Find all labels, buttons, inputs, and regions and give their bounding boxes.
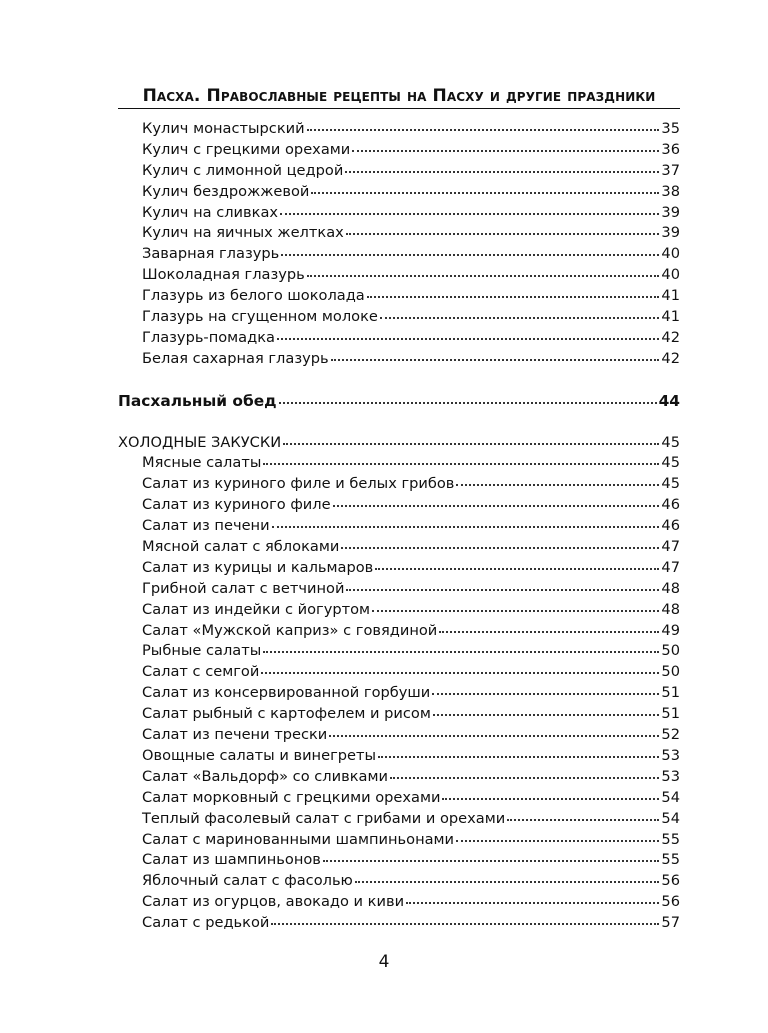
toc-entry-page: 40	[661, 266, 680, 284]
toc-entry-title: Белая сахарная глазурь	[142, 349, 329, 367]
toc-entry-page: 50	[661, 663, 680, 681]
toc-entry-page: 56	[661, 893, 680, 911]
toc-entry[interactable]	[118, 641, 680, 662]
toc-entry-title: Кулич на яичных желтках	[142, 224, 344, 242]
toc-entry[interactable]	[118, 579, 680, 600]
toc-entry-title: Кулич бездрожжевой	[142, 182, 310, 200]
dot-leader	[346, 232, 660, 235]
dot-leader	[323, 859, 660, 862]
toc-entry[interactable]	[118, 871, 680, 892]
toc-entry-title: Мясные салаты	[142, 454, 262, 472]
toc-entry-title: Рыбные салаты	[142, 642, 262, 660]
toc-entry-page: 45	[661, 433, 680, 451]
toc-entry-title: Глазурь из белого шоколада	[142, 287, 365, 305]
dot-leader	[456, 483, 659, 486]
toc-entry-title: ХОЛОДНЫЕ ЗАКУСКИ	[118, 433, 282, 451]
toc-entry-title: Яблочный салат с фасолью	[142, 872, 353, 890]
toc-entry[interactable]	[118, 788, 680, 809]
dot-leader	[263, 650, 659, 653]
dot-leader	[311, 191, 659, 194]
toc-entry-title: Кулич на сливках	[142, 203, 279, 221]
section-gap	[118, 370, 680, 391]
toc-entry[interactable]	[118, 223, 680, 244]
dot-leader	[307, 274, 660, 277]
dot-leader	[432, 692, 659, 695]
toc-entry-title: Заварная глазурь	[142, 245, 280, 263]
toc-entry[interactable]	[118, 495, 680, 516]
toc-entry[interactable]	[118, 850, 680, 871]
dot-leader	[352, 149, 659, 152]
toc-entry-title: Салат из индейки с йогуртом	[142, 600, 371, 618]
toc-entry-page: 36	[661, 140, 680, 158]
toc-entry-page: 42	[661, 328, 680, 346]
toc-entry[interactable]	[118, 621, 680, 642]
dot-leader	[307, 128, 660, 131]
dot-leader	[372, 609, 659, 612]
running-title: Пасха. Православные рецепты на Пасху и другие праздники	[142, 86, 656, 106]
toc-entry-page: 50	[661, 642, 680, 660]
toc-entry-page: 35	[661, 120, 680, 137]
toc-entry-page: 53	[661, 746, 680, 764]
toc-entry[interactable]	[118, 558, 680, 579]
toc-entry-title: Салат из консервированной горбуши	[142, 684, 431, 702]
toc-entry[interactable]	[118, 725, 680, 746]
dot-leader	[279, 401, 657, 404]
toc-entry-title: Салат из печени трески	[142, 726, 328, 744]
toc-entry[interactable]	[118, 600, 680, 621]
dot-leader	[442, 797, 659, 800]
dot-leader	[378, 755, 659, 758]
toc-entry-page: 39	[661, 203, 680, 221]
toc-entry[interactable]	[118, 265, 680, 286]
toc-entry[interactable]	[118, 809, 680, 830]
toc-entry-page: 52	[661, 726, 680, 744]
toc-entry-page: 48	[661, 600, 680, 618]
dot-leader	[345, 170, 659, 173]
toc-entry[interactable]	[118, 704, 680, 725]
dot-leader	[271, 922, 659, 925]
toc-entry[interactable]	[118, 161, 680, 182]
toc-entry[interactable]	[118, 537, 680, 558]
toc-entry-title: Салат из куриного филе	[142, 496, 331, 514]
toc-entry-page: 41	[661, 287, 680, 305]
dot-leader	[355, 880, 660, 883]
toc-entry-page: 42	[661, 349, 680, 367]
toc-entry[interactable]	[118, 244, 680, 265]
toc-entry-page: 51	[661, 684, 680, 702]
toc-entry-title: Кулич монастырский	[142, 120, 305, 137]
toc-entry[interactable]	[118, 286, 680, 307]
toc-entry-title: Глазурь-помадка	[142, 328, 275, 346]
dot-leader	[261, 671, 659, 674]
toc-entry-page: 49	[661, 621, 680, 639]
toc-entry[interactable]	[118, 140, 680, 161]
dot-leader	[281, 253, 659, 256]
toc-entry[interactable]	[118, 453, 680, 474]
dot-leader	[406, 901, 659, 904]
toc-entry-page: 56	[661, 872, 680, 890]
toc-entry[interactable]	[118, 349, 680, 370]
toc-entry-title: Глазурь на сгущенном молоке	[142, 308, 378, 326]
toc-entry[interactable]	[118, 892, 680, 913]
toc-entry-title: Шоколадная глазурь	[142, 266, 305, 284]
toc-entry-page: 44	[658, 391, 680, 410]
toc-entry-title: Салат из огурцов, авокадо и киви	[142, 893, 405, 911]
toc-entry-title: Салат «Вальдорф» со сливками	[142, 767, 388, 785]
toc-entry-title: Салат из шампиньонов	[142, 851, 321, 869]
toc-entry[interactable]	[118, 474, 680, 495]
section-gap	[118, 412, 680, 433]
toc-entry-page: 45	[661, 454, 680, 472]
dot-leader	[277, 337, 659, 340]
toc-entry[interactable]	[118, 516, 680, 537]
toc-entry-title: Кулич с грецкими орехами	[142, 140, 351, 158]
running-header	[118, 86, 680, 109]
toc-entry-title: Пасхальный обед	[118, 391, 277, 410]
dot-leader	[341, 546, 659, 549]
toc-entry[interactable]	[118, 767, 680, 788]
toc-entry-page: 57	[661, 914, 680, 932]
toc-entry[interactable]	[118, 433, 680, 454]
toc-entry-page: 45	[661, 475, 680, 493]
toc-entry-title: Салат из курицы и кальмаров	[142, 558, 374, 576]
toc-entry-page: 46	[661, 496, 680, 514]
toc-entry-page: 54	[661, 788, 680, 806]
toc-entry-title: Теплый фасолевый салат с грибами и орехами	[142, 809, 506, 827]
toc-entry[interactable]	[118, 662, 680, 683]
dot-leader	[375, 567, 659, 570]
dot-leader	[333, 504, 660, 507]
toc-entry-page: 37	[661, 161, 680, 179]
toc-entry-title: Салат рыбный с картофелем и рисом	[142, 705, 431, 723]
toc-entry-title: Салат с маринованными шампиньонами	[142, 830, 455, 848]
toc-entry-title: Салат с редькой	[142, 914, 270, 932]
toc-entry-page: 41	[661, 308, 680, 326]
toc-entry-title: Овощные салаты и винегреты	[142, 746, 377, 764]
toc-entry[interactable]	[118, 307, 680, 328]
toc-entry-page: 55	[661, 851, 680, 869]
toc-entry[interactable]	[118, 746, 680, 767]
toc-entry[interactable]	[118, 119, 680, 140]
dot-leader	[346, 588, 659, 591]
dot-leader	[367, 295, 660, 298]
table-of-contents	[118, 119, 680, 934]
dot-leader	[456, 839, 659, 842]
toc-entry[interactable]	[118, 182, 680, 203]
page-number: 4	[378, 952, 390, 972]
toc-entry-page: 46	[661, 517, 680, 535]
toc-entry-title: Салат из печени	[142, 517, 270, 535]
toc-entry-title: Салат морковный с грецкими орехами	[142, 788, 441, 806]
toc-entry-title: Мясной салат с яблоками	[142, 538, 340, 556]
toc-entry-page: 47	[661, 538, 680, 556]
toc-entry-page: 48	[661, 579, 680, 597]
toc-entry-title: Салат из куриного филе и белых грибов	[142, 475, 455, 493]
dot-leader	[280, 212, 659, 215]
toc-entry-title: Грибной салат с ветчиной	[142, 579, 345, 597]
toc-entry-page: 51	[661, 705, 680, 723]
dot-leader	[272, 525, 660, 528]
dot-leader	[329, 734, 659, 737]
dot-leader	[263, 462, 659, 465]
toc-entry-page: 55	[661, 830, 680, 848]
dot-leader	[507, 818, 659, 821]
toc-section-entry[interactable]	[118, 391, 680, 412]
toc-entry-title: Салат с семгой	[142, 663, 260, 681]
toc-entry-page: 40	[661, 245, 680, 263]
toc-entry[interactable]	[118, 203, 680, 224]
toc-entry[interactable]	[118, 328, 680, 349]
dot-leader	[283, 442, 659, 445]
dot-leader	[439, 630, 659, 633]
dot-leader	[433, 713, 660, 716]
toc-entry-page: 38	[661, 182, 680, 200]
dot-leader	[390, 776, 659, 779]
toc-entry-page: 54	[661, 809, 680, 827]
toc-entry-page: 39	[661, 224, 680, 242]
toc-entry[interactable]	[118, 913, 680, 934]
toc-entry-page: 53	[661, 767, 680, 785]
dot-leader	[331, 358, 660, 361]
toc-entry[interactable]	[118, 683, 680, 704]
toc-entry[interactable]	[118, 830, 680, 851]
toc-entry-title: Салат «Мужской каприз» с говядиной	[142, 621, 438, 639]
toc-entry-page: 47	[661, 558, 680, 576]
toc-entry-title: Кулич с лимонной цедрой	[142, 161, 344, 179]
dot-leader	[380, 316, 660, 319]
